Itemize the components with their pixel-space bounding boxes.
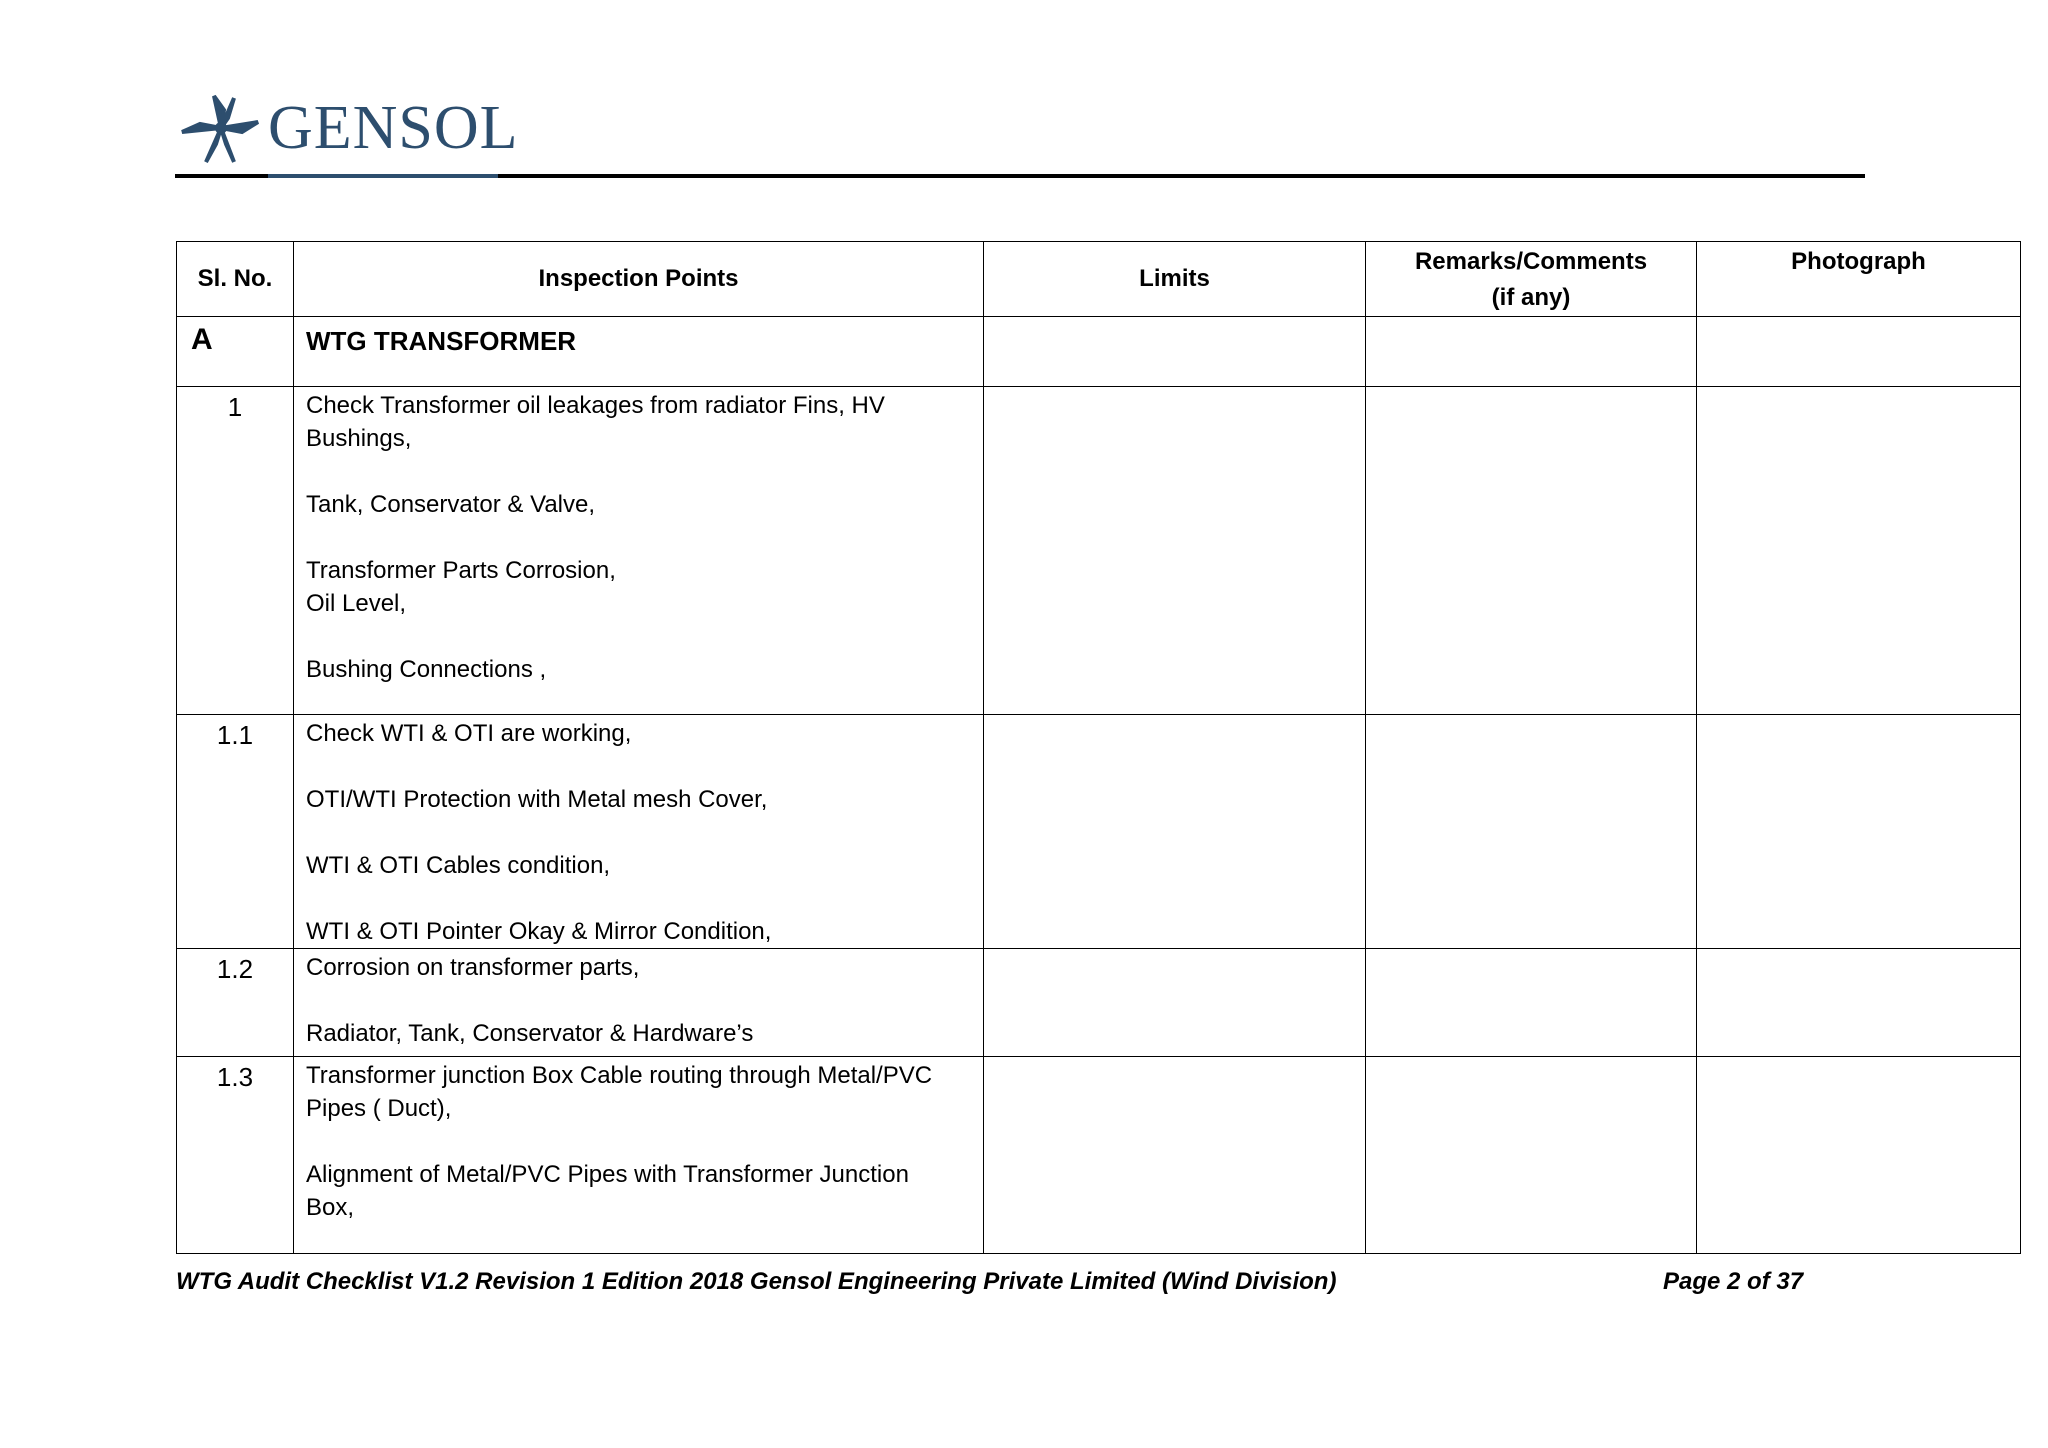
limits-cell[interactable] [984,1057,1366,1254]
row-number: 1.1 [177,715,294,949]
section-row [177,317,2021,387]
inspection-line: WTI & OTI Cables condition, [306,852,611,879]
inspection-line: Check WTI & OTI are working, [306,720,632,747]
line-gap [306,455,973,488]
header-limits: Limits [984,242,1366,317]
inspection-line: Transformer junction Box Cable routing through Metal/PVC [306,1062,933,1089]
inspection-line: Tank, Conservator & Valve, [306,491,596,518]
header-photograph: Photograph [1697,242,2021,317]
table-header-row [177,242,2021,317]
footer-document-title: WTG Audit Checklist V1.2 Revision 1 Edition 2018 Gensol Engineering Private Limited (Wind Division) [176,1268,1337,1295]
remarks-cell[interactable] [1366,949,1697,1057]
header-remarks [1366,242,1697,317]
row-number: 1 [177,387,294,715]
gensol-flower-icon [178,88,264,168]
inspection-line: Pipes ( Duct), [306,1095,452,1122]
header-remarks-line2: (if any) [1491,284,1571,311]
inspection-line: WTI & OTI Pointer Okay & Mirror Condition, [306,918,772,945]
table-row [177,387,2021,715]
section-letter: A [177,317,294,387]
line-gap [306,620,973,653]
line-gap [306,882,973,915]
limits-cell[interactable] [984,387,1366,715]
line-gap [306,816,973,849]
inspection-points-cell [294,949,984,1057]
inspection-line: Check Transformer oil leakages from radiator Fins, HV [306,392,885,419]
inspection-points-cell [294,715,984,949]
inspection-line: Box, [306,1194,355,1221]
remarks-cell[interactable] [1366,715,1697,949]
photograph-cell[interactable] [1697,715,2021,949]
header-remarks-line1: Remarks/Comments [1414,248,1648,275]
photograph-cell[interactable] [1697,1057,2021,1254]
remarks-cell[interactable] [1366,1057,1697,1254]
row-number: 1.3 [177,1057,294,1254]
line-gap [306,521,973,554]
line-gap [306,1125,973,1158]
inspection-line: Bushing Connections , [306,656,547,683]
inspection-line: Transformer Parts Corrosion, [306,557,616,584]
header-inspection-points: Inspection Points [294,242,984,317]
inspection-line: Radiator, Tank, Conservator & Hardware’s [306,1020,754,1047]
audit-checklist-table [176,241,2021,1254]
header-divider-accent [268,174,498,178]
gensol-logo [178,88,519,168]
table-row [177,949,2021,1057]
logo-wordmark: GENSOL [268,94,519,162]
remarks-cell[interactable] [1366,317,1697,387]
inspection-line: OTI/WTI Protection with Metal mesh Cover, [306,786,768,813]
line-gap [306,750,973,783]
inspection-points-cell [294,1057,984,1254]
header-sl-no: Sl. No. [177,242,294,317]
photograph-cell[interactable] [1697,949,2021,1057]
photograph-cell[interactable] [1697,317,2021,387]
limits-cell[interactable] [984,949,1366,1057]
section-title: WTG TRANSFORMER [294,317,984,387]
inspection-line: Bushings, [306,425,412,452]
inspection-points-cell [294,387,984,715]
footer-page-number: Page 2 of 37 [1663,1268,1804,1295]
table-row [177,715,2021,949]
inspection-line: Alignment of Metal/PVC Pipes with Transformer Junction [306,1161,909,1188]
remarks-cell[interactable] [1366,387,1697,715]
limits-cell[interactable] [984,715,1366,949]
photograph-cell[interactable] [1697,387,2021,715]
table-row [177,1057,2021,1254]
row-number: 1.2 [177,949,294,1057]
inspection-line: Oil Level, [306,590,407,617]
inspection-line: Corrosion on transformer parts, [306,954,640,981]
line-gap [306,984,973,1017]
limits-cell[interactable] [984,317,1366,387]
